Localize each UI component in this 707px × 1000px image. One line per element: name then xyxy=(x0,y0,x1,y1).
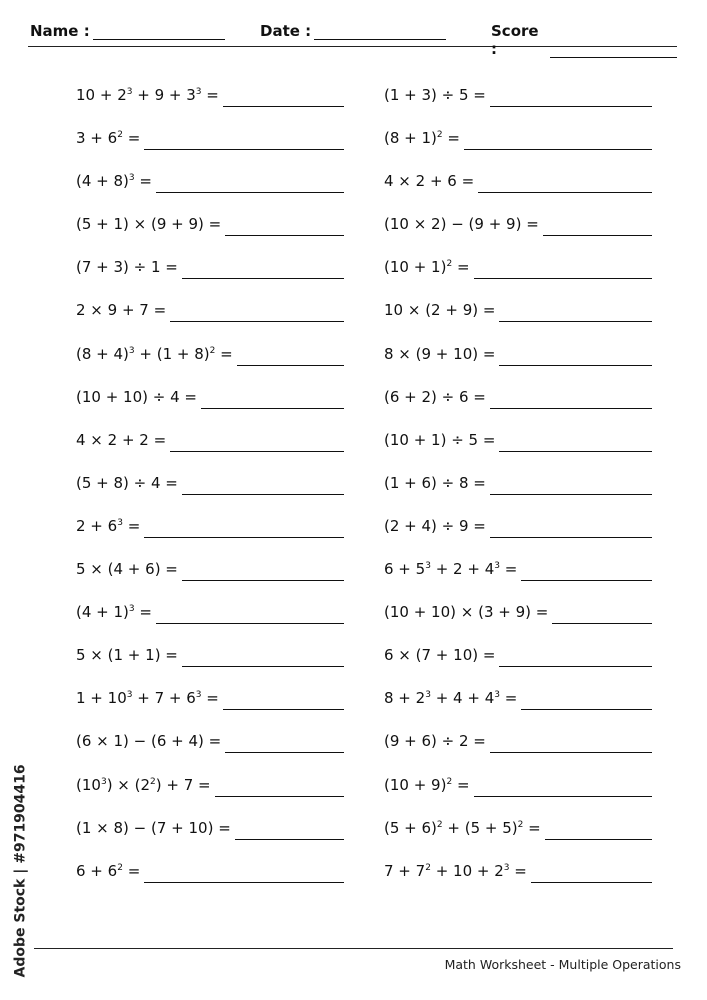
problem-row xyxy=(384,645,652,688)
problem-row xyxy=(76,85,344,128)
answer-line[interactable] xyxy=(499,344,652,366)
answer-line[interactable] xyxy=(543,214,652,236)
date-field xyxy=(260,22,446,40)
problem-expression: (6 × 1) − (6 + 4) = xyxy=(76,732,222,751)
problem-row xyxy=(384,214,652,257)
problem-row xyxy=(384,387,652,430)
date-blank[interactable] xyxy=(314,25,446,40)
problem-row xyxy=(76,731,344,774)
answer-line[interactable] xyxy=(531,861,652,883)
problem-expression: $(5 + 6)^2 + (5 + 5)^2$ = xyxy=(384,818,541,837)
problem-expression: $(8 + 1)^2$ = xyxy=(384,129,460,148)
problem-row xyxy=(76,344,344,387)
answer-line[interactable] xyxy=(182,645,344,667)
problem-expression: (1 × 8) − (7 + 10) = xyxy=(76,818,231,837)
problem-expression: (10 + 10) ÷ 4 = xyxy=(76,387,197,406)
problem-row xyxy=(76,775,344,818)
answer-line[interactable] xyxy=(235,818,344,840)
answer-line[interactable] xyxy=(490,731,652,753)
problem-expression: 4 × 2 + 6 = xyxy=(384,172,475,191)
problem-expression: $6 + 6^2$ = xyxy=(76,861,141,880)
problem-row xyxy=(384,128,652,171)
problem-row xyxy=(76,559,344,602)
problem-expression: (7 + 3) ÷ 1 = xyxy=(76,258,178,277)
answer-line[interactable] xyxy=(156,171,344,193)
answer-line[interactable] xyxy=(545,818,652,840)
answer-line[interactable] xyxy=(490,387,652,409)
problem-row xyxy=(76,430,344,473)
problem-row xyxy=(384,300,652,343)
answer-line[interactable] xyxy=(170,430,344,452)
answer-line[interactable] xyxy=(182,257,344,279)
problem-expression: $(10 + 9)^2$ = xyxy=(384,775,470,794)
problem-row xyxy=(384,430,652,473)
answer-line[interactable] xyxy=(223,688,344,710)
answer-line[interactable] xyxy=(201,387,344,409)
problem-expression: 5 × (4 + 6) = xyxy=(76,560,178,579)
name-label: Name : xyxy=(30,22,90,40)
problem-expression: 4 × 2 + 2 = xyxy=(76,430,167,449)
problem-expression: $3 + 6^2$ = xyxy=(76,129,141,148)
problem-row xyxy=(384,344,652,387)
problem-expression: $6 + 5^3 + 2 + 4^3$ = xyxy=(384,560,518,579)
problem-expression: (1 + 6) ÷ 8 = xyxy=(384,473,486,492)
problem-expression: (1 + 3) ÷ 5 = xyxy=(384,86,486,104)
problem-expression: $8 + 2^3 + 4 + 4^3$ = xyxy=(384,689,518,708)
answer-line[interactable] xyxy=(182,559,344,581)
problem-expression: 6 × (7 + 10) = xyxy=(384,646,496,665)
answer-line[interactable] xyxy=(474,257,652,279)
problem-expression: $(8 + 4)^3 + (1 + 8)^2$ = xyxy=(76,344,233,363)
problem-row xyxy=(76,214,344,257)
problem-row xyxy=(76,645,344,688)
problem-expression: (10 + 10) × (3 + 9) = xyxy=(384,603,549,622)
problem-row xyxy=(76,387,344,430)
answer-line[interactable] xyxy=(223,85,344,107)
problem-row xyxy=(76,688,344,731)
problem-row xyxy=(384,516,652,559)
problem-expression: $2 + 6^3$ = xyxy=(76,516,141,535)
score-blank[interactable] xyxy=(550,43,677,58)
problem-expression: $(10 + 1)^2$ = xyxy=(384,258,470,277)
worksheet-header xyxy=(28,20,677,58)
problem-row xyxy=(384,861,652,904)
answer-line[interactable] xyxy=(499,645,652,667)
problem-row xyxy=(384,171,652,214)
problem-row xyxy=(384,775,652,818)
problem-expression: 5 × (1 + 1) = xyxy=(76,646,178,665)
answer-line[interactable] xyxy=(499,300,652,322)
problem-row xyxy=(384,473,652,516)
answer-line[interactable] xyxy=(144,128,344,150)
name-blank[interactable] xyxy=(93,25,225,40)
answer-line[interactable] xyxy=(552,602,652,624)
problem-expression: $7 + 7^2 + 10 + 2^3$ = xyxy=(384,861,527,880)
problem-row xyxy=(384,257,652,300)
problem-row xyxy=(76,300,344,343)
footer-title: Math Worksheet - Multiple Operations xyxy=(444,957,681,972)
problem-row xyxy=(384,85,652,128)
answer-line[interactable] xyxy=(225,731,344,753)
date-label: Date : xyxy=(260,22,312,40)
problem-row xyxy=(76,602,344,645)
problem-row xyxy=(76,128,344,171)
answer-line[interactable] xyxy=(490,85,652,107)
problem-expression: $(10^3) \times (2^2) + 7$ = xyxy=(76,775,211,794)
problem-row xyxy=(76,516,344,559)
problem-expression: 2 × 9 + 7 = xyxy=(76,301,167,320)
problem-row xyxy=(76,473,344,516)
answer-line[interactable] xyxy=(225,214,344,236)
problem-row xyxy=(384,559,652,602)
problem-row xyxy=(76,861,344,904)
problem-row xyxy=(384,731,652,774)
answer-line[interactable] xyxy=(490,473,652,495)
problem-expression: (5 + 8) ÷ 4 = xyxy=(76,473,178,492)
problem-expression: (10 × 2) − (9 + 9) = xyxy=(384,215,539,234)
problem-expression: (5 + 1) × (9 + 9) = xyxy=(76,215,222,234)
problems-right-column xyxy=(384,85,654,904)
problem-row xyxy=(384,688,652,731)
stock-watermark xyxy=(10,765,30,990)
answer-line[interactable] xyxy=(478,171,652,193)
problem-expression: $1 + 10^3 + 7 + 6^3$ = xyxy=(76,689,219,708)
problem-expression: $(4 + 1)^3$ = xyxy=(76,603,152,622)
score-field xyxy=(491,22,677,58)
name-field xyxy=(30,22,225,40)
problem-expression: (10 + 1) ÷ 5 = xyxy=(384,430,496,449)
answer-line[interactable] xyxy=(182,473,344,495)
answer-line[interactable] xyxy=(490,516,652,538)
stock-watermark-text: Adobe Stock | #971904416 xyxy=(12,764,29,978)
problems-left-column xyxy=(76,85,346,904)
answer-line[interactable] xyxy=(215,775,344,797)
problem-expression: (9 + 6) ÷ 2 = xyxy=(384,732,486,751)
problem-expression: 8 × (9 + 10) = xyxy=(384,344,496,363)
problem-row xyxy=(384,818,652,861)
answer-line[interactable] xyxy=(144,516,344,538)
answer-line[interactable] xyxy=(474,775,652,797)
problem-expression: $10 + 2^3 + 9 + 3^3$ = xyxy=(76,86,219,104)
problem-row xyxy=(384,602,652,645)
footer-divider xyxy=(34,948,673,949)
answer-line[interactable] xyxy=(144,861,344,883)
problem-expression: 10 × (2 + 9) = xyxy=(384,301,496,320)
problem-expression: (6 + 2) ÷ 6 = xyxy=(384,387,486,406)
answer-line[interactable] xyxy=(464,128,652,150)
answer-line[interactable] xyxy=(170,300,344,322)
problem-expression: $(4 + 8)^3$ = xyxy=(76,172,152,191)
problem-row xyxy=(76,818,344,861)
answer-line[interactable] xyxy=(237,344,344,366)
answer-line[interactable] xyxy=(521,559,652,581)
problem-row xyxy=(76,171,344,214)
answer-line[interactable] xyxy=(156,602,344,624)
answer-line[interactable] xyxy=(499,430,652,452)
score-label: Score : xyxy=(491,22,539,58)
answer-line[interactable] xyxy=(521,688,652,710)
problem-row xyxy=(76,257,344,300)
problem-expression: (2 + 4) ÷ 9 = xyxy=(384,516,486,535)
